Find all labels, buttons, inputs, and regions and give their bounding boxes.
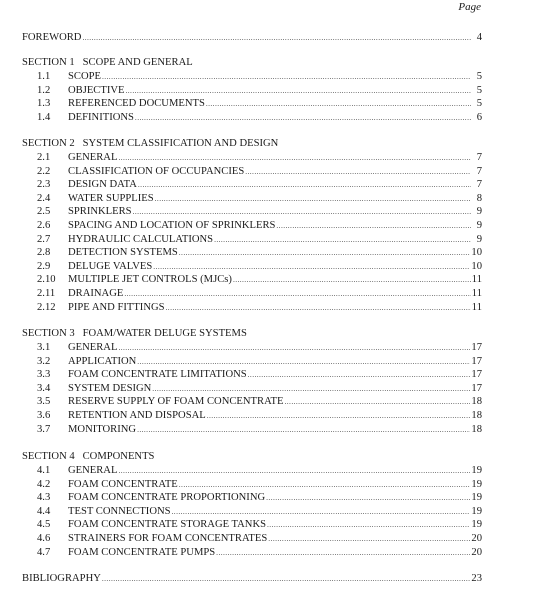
entry-page-number: 4 bbox=[476, 32, 482, 43]
entry-title: RETENTION AND DISPOSAL bbox=[68, 410, 206, 421]
dot-leader bbox=[102, 572, 471, 585]
entry-page-number: 5 bbox=[476, 98, 482, 110]
entry-number: 2.9 bbox=[37, 260, 51, 272]
entry-number: 4.4 bbox=[37, 505, 51, 517]
entry-number: 4.7 bbox=[37, 546, 51, 558]
entry-title: GENERAL bbox=[68, 342, 118, 353]
entry-title: BIBLIOGRAPHY bbox=[22, 573, 101, 584]
toc-entry[interactable] bbox=[22, 532, 482, 545]
entry-title: PIPE AND FITTINGS bbox=[68, 301, 165, 313]
dot-leader bbox=[214, 233, 471, 246]
entry-page-number: 8 bbox=[476, 192, 482, 204]
entry-title: FOREWORD bbox=[22, 32, 82, 43]
dot-leader bbox=[179, 246, 471, 259]
entry-title: TEST CONNECTIONS bbox=[68, 505, 171, 517]
entry-title: SYSTEM DESIGN bbox=[68, 382, 152, 394]
dot-leader bbox=[216, 546, 470, 559]
entry-number: 3.7 bbox=[37, 423, 51, 435]
entry-number: 2.7 bbox=[37, 233, 51, 245]
toc-entry[interactable] bbox=[22, 395, 482, 408]
toc-entry[interactable] bbox=[22, 111, 482, 124]
entry-title: CLASSIFICATION OF OCCUPANCIES bbox=[68, 165, 245, 177]
toc-entry[interactable] bbox=[22, 97, 482, 110]
toc-entry[interactable] bbox=[22, 84, 482, 97]
entry-page-number: 19 bbox=[471, 519, 482, 531]
entry-title: SCOPE bbox=[68, 71, 101, 82]
toc-entry[interactable] bbox=[22, 287, 482, 300]
dot-leader bbox=[118, 151, 471, 164]
entry-number: 3.3 bbox=[37, 369, 51, 381]
entry-title: STRAINERS FOR FOAM CONCENTRATES bbox=[68, 533, 268, 544]
dot-leader bbox=[102, 70, 471, 83]
toc-entry[interactable] bbox=[22, 491, 482, 504]
entry-page-number: 17 bbox=[471, 355, 482, 367]
entry-title: FOAM CONCENTRATE STORAGE TANKS bbox=[68, 519, 267, 531]
entry-number: 3.5 bbox=[37, 396, 51, 408]
entry-page-number: 19 bbox=[471, 478, 482, 490]
entry-page-number: 10 bbox=[471, 247, 482, 259]
dot-leader bbox=[135, 111, 471, 124]
entry-number: 4.5 bbox=[37, 519, 51, 531]
entry-number: 1.4 bbox=[37, 111, 51, 123]
toc-entry[interactable] bbox=[22, 205, 482, 218]
entry-page-number: 19 bbox=[471, 465, 482, 476]
section-heading[interactable]: SECTION 2 SYSTEM CLASSIFICATION AND DESIGN bbox=[22, 138, 279, 149]
dot-leader bbox=[206, 97, 471, 110]
entry-page-number: 7 bbox=[476, 179, 482, 191]
entry-page-number: 7 bbox=[476, 165, 482, 177]
entry-page-number: 6 bbox=[476, 111, 482, 123]
toc-entry[interactable] bbox=[22, 246, 482, 259]
entry-title: HYDRAULIC CALCULATIONS bbox=[68, 233, 214, 245]
entry-number: 4.1 bbox=[37, 465, 51, 476]
dot-leader bbox=[133, 205, 471, 218]
entry-page-number: 5 bbox=[476, 71, 482, 82]
entry-number: 2.10 bbox=[37, 274, 56, 286]
toc-entry[interactable] bbox=[22, 178, 482, 191]
entry-title: MONITORING bbox=[68, 423, 137, 435]
dot-leader bbox=[126, 84, 472, 97]
dot-leader bbox=[82, 31, 471, 44]
entry-page-number: 9 bbox=[476, 206, 482, 218]
toc-entry[interactable] bbox=[22, 368, 482, 381]
entry-title: MULTIPLE JET CONTROLS (MJCs) bbox=[68, 274, 232, 286]
entry-title: GENERAL bbox=[68, 152, 118, 163]
entry-page-number: 17 bbox=[471, 382, 482, 394]
dot-leader bbox=[207, 409, 471, 422]
toc-entry[interactable] bbox=[22, 70, 482, 83]
dot-leader bbox=[276, 219, 471, 232]
dot-leader bbox=[266, 491, 470, 504]
dot-leader bbox=[118, 464, 470, 477]
entry-title: SPRINKLERS bbox=[68, 206, 132, 218]
entry-title: FOAM CONCENTRATE PROPORTIONING bbox=[68, 492, 266, 504]
entry-number: 3.4 bbox=[37, 382, 51, 394]
toc-entry[interactable] bbox=[22, 260, 482, 273]
entry-page-number: 7 bbox=[476, 152, 482, 163]
entry-title: FOAM CONCENTRATE bbox=[68, 478, 178, 490]
toc-entry[interactable] bbox=[22, 151, 482, 164]
dot-leader bbox=[152, 382, 470, 395]
toc-entry[interactable] bbox=[22, 273, 482, 286]
entry-number: 4.6 bbox=[37, 533, 51, 544]
dot-leader bbox=[233, 273, 471, 286]
page-column-header: Page bbox=[458, 1, 481, 13]
entry-number: 2.12 bbox=[37, 301, 56, 313]
entry-number: 2.3 bbox=[37, 179, 51, 191]
toc-entry[interactable] bbox=[22, 505, 482, 518]
entry-page-number: 23 bbox=[471, 573, 482, 584]
entry-page-number: 18 bbox=[471, 423, 482, 435]
entry-title: GENERAL bbox=[68, 465, 118, 476]
entry-title: FOAM CONCENTRATE PUMPS bbox=[68, 546, 216, 558]
entry-page-number: 5 bbox=[476, 84, 482, 96]
dot-leader bbox=[155, 192, 471, 205]
toc-entry[interactable] bbox=[22, 518, 482, 531]
dot-leader bbox=[172, 505, 471, 518]
toc-entry[interactable] bbox=[22, 546, 482, 559]
entry-page-number: 11 bbox=[471, 301, 482, 313]
toc-entry[interactable] bbox=[22, 382, 482, 395]
entry-number: 3.6 bbox=[37, 410, 51, 421]
entry-page-number: 18 bbox=[471, 396, 482, 408]
section-heading[interactable]: SECTION 4 COMPONENTS bbox=[22, 451, 155, 462]
toc-entry-foreword[interactable] bbox=[22, 31, 482, 44]
entry-page-number: 20 bbox=[471, 546, 482, 558]
toc-entry[interactable] bbox=[22, 233, 482, 246]
entry-title: DRAINAGE bbox=[68, 288, 124, 299]
entry-page-number: 10 bbox=[471, 260, 482, 272]
dot-leader bbox=[179, 478, 471, 491]
dot-leader bbox=[137, 355, 470, 368]
entry-title: DEFINITIONS bbox=[68, 111, 134, 123]
dot-leader bbox=[153, 260, 470, 273]
entry-page-number: 17 bbox=[471, 342, 482, 353]
entry-page-number: 11 bbox=[471, 274, 482, 286]
dot-leader bbox=[245, 165, 471, 178]
toc-entry[interactable] bbox=[22, 165, 482, 178]
entry-number: 2.8 bbox=[37, 247, 51, 259]
entry-number: 2.1 bbox=[37, 152, 51, 163]
entry-number: 1.3 bbox=[37, 98, 51, 110]
dot-leader bbox=[268, 532, 470, 545]
entry-title: DESIGN DATA bbox=[68, 179, 137, 191]
entry-number: 2.2 bbox=[37, 165, 51, 177]
entry-page-number: 19 bbox=[471, 505, 482, 517]
toc-entry[interactable] bbox=[22, 219, 482, 232]
dot-leader bbox=[267, 518, 470, 531]
entry-title: REFERENCED DOCUMENTS bbox=[68, 98, 205, 110]
toc-entry[interactable] bbox=[22, 478, 482, 491]
entry-number: 3.1 bbox=[37, 342, 51, 353]
entry-title: DETECTION SYSTEMS bbox=[68, 247, 178, 259]
entry-number: 1.2 bbox=[37, 84, 51, 96]
toc-entry[interactable] bbox=[22, 423, 482, 436]
entry-title: OBJECTIVE bbox=[68, 84, 125, 96]
entry-number: 1.1 bbox=[37, 71, 51, 82]
entry-title: APPLICATION bbox=[68, 355, 137, 367]
toc-entry[interactable] bbox=[22, 192, 482, 205]
entry-page-number: 19 bbox=[471, 492, 482, 504]
entry-number: 3.2 bbox=[37, 355, 51, 367]
dot-leader bbox=[285, 395, 471, 408]
dot-leader bbox=[166, 301, 471, 314]
section-heading[interactable]: SECTION 1 SCOPE AND GENERAL bbox=[22, 57, 193, 68]
toc-entry[interactable] bbox=[22, 341, 482, 354]
toc-entry[interactable] bbox=[22, 355, 482, 368]
entry-page-number: 18 bbox=[471, 410, 482, 421]
entry-title: FOAM CONCENTRATE LIMITATIONS bbox=[68, 369, 247, 381]
toc-entry[interactable] bbox=[22, 464, 482, 477]
entry-page-number: 9 bbox=[476, 233, 482, 245]
dot-leader bbox=[138, 178, 471, 191]
section-heading[interactable]: SECTION 3 FOAM/WATER DELUGE SYSTEMS bbox=[22, 328, 247, 339]
dot-leader bbox=[118, 341, 470, 354]
entry-number: 2.11 bbox=[37, 288, 56, 299]
entry-page-number: 20 bbox=[471, 533, 482, 544]
toc-entry-bibliography[interactable] bbox=[22, 572, 482, 585]
dot-leader bbox=[124, 287, 470, 300]
entry-page-number: 17 bbox=[471, 369, 482, 381]
entry-title: RESERVE SUPPLY OF FOAM CONCENTRATE bbox=[68, 396, 284, 408]
entry-number: 4.2 bbox=[37, 478, 51, 490]
dot-leader bbox=[248, 368, 471, 381]
entry-page-number: 9 bbox=[476, 220, 482, 231]
entry-title: WATER SUPPLIES bbox=[68, 192, 154, 204]
entry-title: DELUGE VALVES bbox=[68, 260, 153, 272]
entry-number: 2.6 bbox=[37, 220, 51, 231]
dot-leader bbox=[137, 423, 470, 436]
entry-number: 2.4 bbox=[37, 192, 51, 204]
toc-entry[interactable] bbox=[22, 409, 482, 422]
entry-page-number: 11 bbox=[471, 288, 482, 299]
toc-entry[interactable] bbox=[22, 301, 482, 314]
entry-title: SPACING AND LOCATION OF SPRINKLERS bbox=[68, 220, 276, 231]
entry-number: 2.5 bbox=[37, 206, 51, 218]
entry-number: 4.3 bbox=[37, 492, 51, 504]
